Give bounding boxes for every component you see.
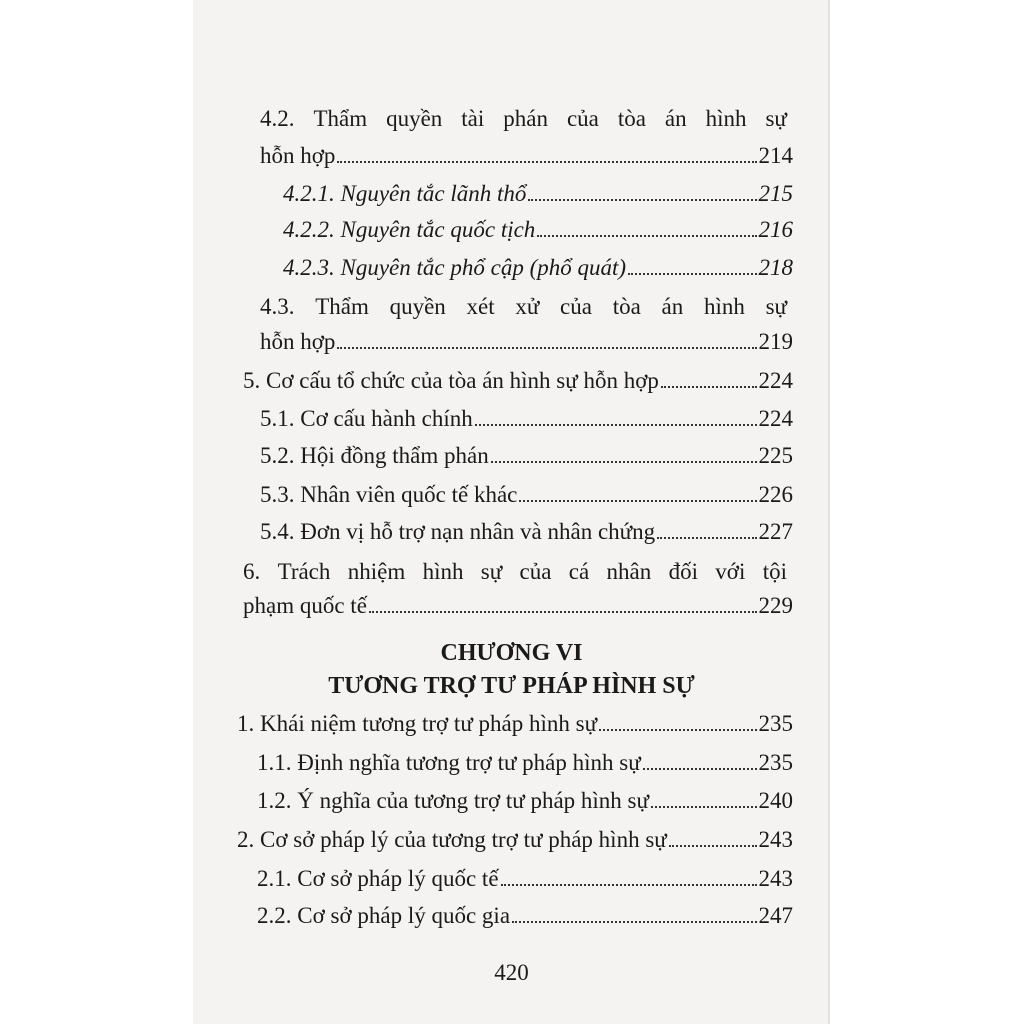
leader-dots — [475, 424, 757, 426]
word: Thẩm — [313, 106, 368, 131]
entry-title: 5. Cơ cấu tổ chức của tòa án hình sự hỗn hợp — [243, 368, 659, 393]
word: của — [519, 559, 552, 584]
chapter-title: TƯƠNG TRỢ TƯ PHÁP HÌNH SỰ — [328, 673, 695, 699]
entry-title: 5.1. Cơ cấu hành chính — [260, 406, 473, 431]
word: sự — [765, 106, 787, 131]
page-ref: 235 — [758, 750, 793, 775]
page-ref: 214 — [758, 143, 793, 168]
word: 6. — [243, 559, 261, 584]
page-ref: 216 — [758, 217, 793, 242]
word: tòa — [612, 294, 641, 319]
toc-entry-6-line1 — [243, 556, 787, 588]
book-page — [193, 0, 830, 1024]
word: tội — [762, 559, 787, 584]
leader-dots — [669, 845, 757, 847]
page-ref: 240 — [758, 788, 793, 813]
word: xử — [515, 294, 540, 319]
leader-dots — [501, 884, 757, 886]
word: quyền — [389, 294, 446, 319]
entry-title: 5.2. Hội đồng thẩm phán — [260, 443, 489, 468]
scan-background-right — [830, 0, 1024, 1024]
scan-background-left — [0, 0, 193, 1024]
page-ref: 226 — [758, 482, 793, 507]
toc-entry-ch6-1 — [237, 708, 793, 740]
toc-entry-ch6-2 — [237, 824, 793, 856]
word: sự — [765, 294, 787, 319]
entry-title: 4.2.3. Nguyên tắc phổ cập (phổ quát) — [283, 255, 627, 280]
leader-dots — [528, 199, 756, 201]
toc-entry-4-2-line2 — [260, 140, 793, 172]
entry-title: 5.4. Đơn vị hỗ trợ nạn nhân và nhân chứng — [260, 519, 656, 544]
toc-entry-ch6-1-2 — [257, 785, 793, 817]
toc-entry-ch6-1-1 — [257, 747, 793, 779]
page-number: 420 — [494, 960, 529, 985]
word: của — [566, 106, 599, 131]
entry-title: 1. Khái niệm tương trợ tư pháp hình sự — [237, 711, 598, 736]
leader-dots — [643, 768, 757, 770]
entry-title: phạm quốc tế — [243, 593, 367, 618]
leader-dots — [628, 273, 756, 275]
word: cá — [568, 559, 590, 584]
toc-entry-5-4 — [260, 516, 793, 548]
leader-dots — [491, 461, 757, 463]
entry-title: 1.2. Ý nghĩa của tương trợ tư pháp hình sự — [257, 788, 649, 813]
leader-dots — [519, 500, 756, 502]
leader-dots — [599, 729, 756, 731]
entry-title: 2.1. Cơ sở pháp lý quốc tế — [257, 866, 499, 891]
word: của — [560, 294, 592, 319]
word: sự — [480, 559, 503, 584]
word: đối — [668, 559, 698, 584]
toc-entry-4-3-line2 — [260, 326, 793, 358]
word: phán — [503, 106, 548, 131]
chapter-number: CHƯƠNG VI — [440, 640, 583, 666]
page-ref: 227 — [758, 519, 793, 544]
leader-dots — [512, 921, 756, 923]
word: Thẩm — [315, 294, 369, 319]
toc-entry-4-2-2 — [283, 214, 793, 246]
word: hình — [422, 559, 464, 584]
page-ref: 243 — [758, 827, 793, 852]
toc-entry-5-2 — [260, 440, 793, 472]
word: án — [664, 106, 687, 131]
word: 4.2. — [260, 106, 295, 131]
page-ref: 215 — [758, 181, 793, 206]
toc-entry-4-2-line1 — [260, 103, 787, 135]
page-ref: 218 — [758, 255, 793, 280]
leader-dots — [337, 347, 756, 349]
toc-entry-6-line2 — [243, 590, 793, 622]
toc-entry-5-3 — [260, 479, 793, 511]
page-ref: 224 — [758, 406, 793, 431]
word: xét — [466, 294, 495, 319]
toc-entry-5-1 — [260, 403, 793, 435]
page-ref: 229 — [758, 593, 793, 618]
word: tài — [461, 106, 485, 131]
table-of-contents — [193, 0, 830, 1024]
page-ref: 243 — [758, 866, 793, 891]
word: hình — [703, 294, 745, 319]
leader-dots — [369, 611, 757, 613]
word: 4.3. — [260, 294, 295, 319]
page-ref: 219 — [758, 329, 793, 354]
entry-title: 2. Cơ sở pháp lý của tương trợ tư pháp hình sự — [237, 827, 667, 852]
word: nhân — [606, 559, 652, 584]
word: án — [661, 294, 684, 319]
page-ref: 225 — [758, 443, 793, 468]
word: quyền — [386, 106, 443, 131]
word: Trách — [277, 559, 331, 584]
entry-title: 2.2. Cơ sở pháp lý quốc gia — [257, 903, 511, 928]
leader-dots — [651, 806, 757, 808]
entry-title: 4.2.1. Nguyên tắc lãnh thổ — [283, 181, 527, 206]
page-ref: 235 — [758, 711, 793, 736]
entry-title: 1.1. Định nghĩa tương trợ tư pháp hình sự — [257, 750, 641, 775]
entry-title: hỗn hợp — [260, 329, 336, 354]
toc-entry-4-2-3 — [283, 252, 793, 284]
word: tòa — [617, 106, 646, 131]
toc-entry-5 — [243, 365, 793, 397]
toc-entry-4-3-line1 — [260, 291, 787, 323]
entry-title: 4.2.2. Nguyên tắc quốc tịch — [283, 217, 536, 242]
word: với — [715, 559, 746, 584]
toc-entry-4-2-1 — [283, 178, 793, 210]
leader-dots — [337, 161, 756, 163]
entry-title: 5.3. Nhân viên quốc tế khác — [260, 482, 518, 507]
leader-dots — [657, 537, 756, 539]
page-ref: 224 — [758, 368, 793, 393]
word: nhiệm — [347, 559, 406, 584]
leader-dots — [537, 235, 756, 237]
toc-entry-ch6-2-1 — [257, 863, 793, 895]
leader-dots — [661, 386, 757, 388]
page-ref: 247 — [758, 903, 793, 928]
entry-title: hỗn hợp — [260, 143, 336, 168]
toc-entry-ch6-2-2 — [257, 900, 793, 932]
word: hình — [705, 106, 747, 131]
